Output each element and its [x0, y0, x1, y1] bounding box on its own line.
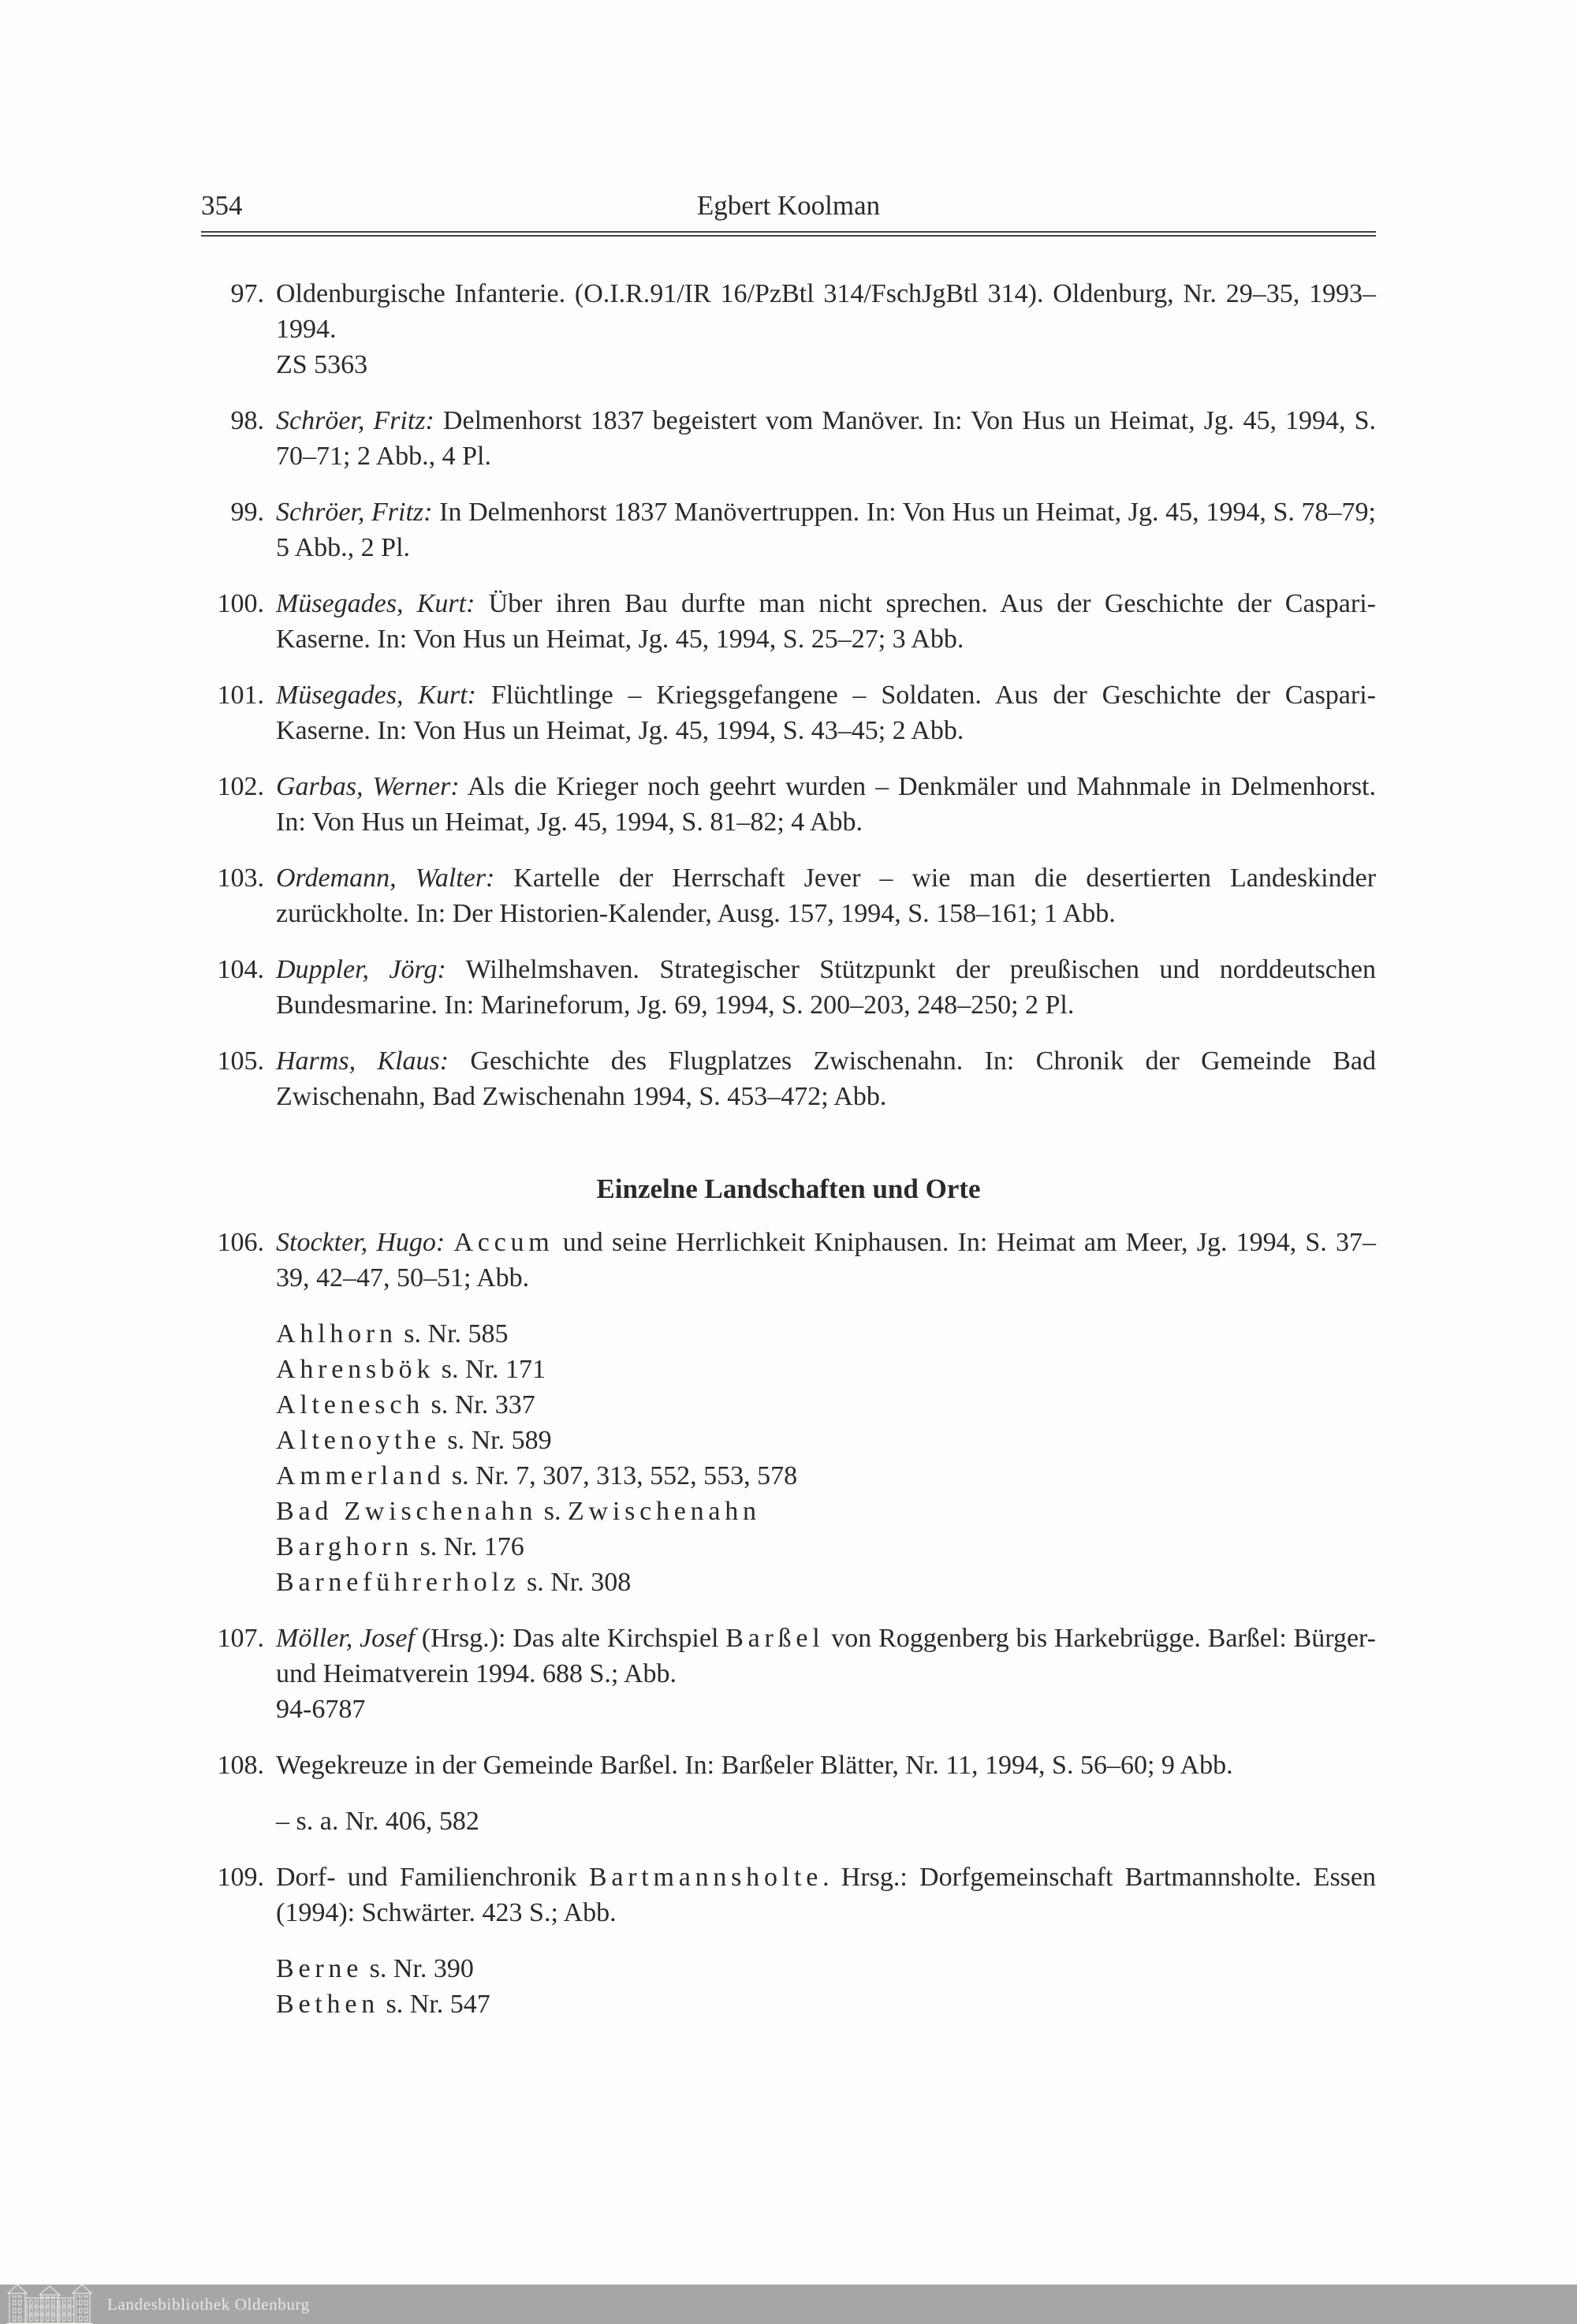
bibliography-entry: [201, 586, 1376, 657]
place-name-spaced: Barghorn: [276, 1532, 414, 1561]
bibliography-entry: [201, 677, 1376, 748]
author-name: Müsegades, Kurt:: [276, 681, 476, 710]
place-name-spaced: Berne: [276, 1954, 363, 1983]
author-name: Schröer, Fritz:: [276, 498, 433, 527]
entry-number: 101.: [217, 681, 264, 710]
text-run: 94-6787: [276, 1695, 366, 1724]
bibliography-entry: [201, 403, 1376, 474]
text-run: ZS 5363: [276, 350, 368, 379]
entry-body: [276, 1860, 1376, 1930]
author-name: Harms, Klaus:: [276, 1046, 449, 1076]
cross-reference-line: [276, 1458, 1376, 1494]
place-name-spaced: Bethen: [276, 1990, 379, 2019]
cross-reference-line: [276, 1316, 1376, 1352]
entry-number: 105.: [217, 1046, 264, 1076]
bibliography-entry: [201, 494, 1376, 565]
page-number: 354: [201, 190, 243, 221]
entry-number: 100.: [217, 589, 264, 618]
entry-number: 98.: [230, 406, 264, 435]
text-run: s. Nr. 7, 307, 313, 552, 553, 578: [445, 1461, 798, 1490]
entry-number: 109.: [217, 1863, 264, 1892]
library-building-icon: [6, 2283, 93, 2324]
cross-reference-line: [276, 1804, 1376, 1839]
bibliography-entry: [201, 1043, 1376, 1114]
author-name: Garbas, Werner:: [276, 772, 460, 801]
bibliography-entry: [201, 860, 1376, 931]
cross-reference-line: [276, 1951, 1376, 1986]
text-run: Wegekreuze in der Gemeinde Barßel. In: Barßeler Blätter, Nr. 11, 1994, S. 56–60; 9 Abb.: [276, 1751, 1233, 1780]
text-run: Wilhelmshaven. Strategischer Stützpunkt der preußischen und norddeutschen Bundesmarine. In: Marineforum, Jg. 69, 1994, S. 200–203, 248–250; 2 Pl.: [276, 955, 1376, 1020]
text-run: und seine Herrlichkeit Kniphausen. In: Heimat am Meer, Jg. 1994, S. 37–39, 42–47, 50–51; Abb.: [276, 1228, 1376, 1293]
text-run: (Hrsg.): Das alte Kirchspiel: [414, 1624, 726, 1653]
bibliography-entry: [201, 276, 1376, 382]
text-run: [445, 1228, 453, 1257]
entry-number: 97.: [230, 279, 264, 308]
cross-reference-list: [276, 1316, 1376, 1600]
place-name-spaced: Accum: [453, 1228, 554, 1257]
entry-body: [276, 494, 1376, 565]
text-run: s. Nr. 589: [440, 1426, 552, 1455]
cross-reference-line: [276, 1986, 1376, 2022]
bibliography-entry: [201, 952, 1376, 1023]
entry-number: 102.: [217, 772, 264, 801]
cross-reference-line: [276, 1352, 1376, 1387]
entry-number: 103.: [217, 864, 264, 893]
entry-body: [276, 952, 1376, 1023]
cross-reference-line: [276, 1387, 1376, 1423]
bibliography-entry: [201, 1748, 1376, 1783]
entry-body: [276, 1621, 1376, 1727]
place-name-spaced: Zwischenahn: [567, 1497, 761, 1526]
place-name-spaced: Barßel: [725, 1624, 825, 1653]
entry-body: [276, 1225, 1376, 1296]
text-run: s. Nr. 585: [397, 1319, 509, 1349]
place-name-spaced: Bartmannsholte: [588, 1863, 823, 1892]
entry-number: 108.: [217, 1751, 264, 1780]
text-run: s. Nr. 308: [520, 1568, 632, 1597]
text-run: Über ihren Bau durfte man nicht sprechen. Aus der Geschichte der Caspari-Kaserne. In: Von Hus un Heimat, Jg. 45, 1994, S. 25–27; 3 Abb.: [276, 589, 1376, 654]
text-run: Als die Krieger noch geehrt wurden – Denkmäler und Mahnmale in Delmenhorst. In: Von Hus un Heimat, Jg. 45, 1994, S. 81–82; 4 Abb.: [276, 772, 1376, 837]
text-run: s. Nr. 171: [434, 1355, 546, 1384]
text-run: Dorf- und Familienchronik: [276, 1863, 589, 1892]
entry-number: 106.: [217, 1228, 264, 1257]
cross-reference-line: [276, 1494, 1376, 1529]
entry-body: [276, 769, 1376, 840]
entry-body: [276, 860, 1376, 931]
text-run: s. Nr. 390: [363, 1954, 474, 1983]
footer-label: Landesbibliothek Oldenburg: [107, 2295, 310, 2314]
place-name-spaced: Altenoythe: [276, 1426, 441, 1455]
place-name-spaced: Altenesch: [276, 1390, 424, 1419]
place-name-spaced: Ahlhorn: [276, 1319, 397, 1349]
entry-body: [276, 403, 1376, 474]
entry-body: [276, 276, 1376, 382]
place-name-spaced: Bad Zwischenahn: [276, 1497, 538, 1526]
text-column: [201, 188, 1376, 2022]
text-run: . Hrsg.: Dorfgemeinschaft Bartmannsholte. Essen (1994): Schwärter. 423 S.; Abb.: [276, 1863, 1376, 1927]
author-name: Schröer, Fritz:: [276, 406, 434, 435]
entry-body: [276, 1043, 1376, 1114]
page-header: [201, 188, 1376, 224]
entry-number: 104.: [217, 955, 264, 984]
author-name: Stockter, Hugo:: [276, 1228, 446, 1257]
entry-body: [276, 586, 1376, 657]
header-rule: [201, 231, 1376, 237]
author-name: Möller, Josef: [276, 1624, 415, 1653]
text-run: – s. a. Nr. 406, 582: [276, 1807, 479, 1836]
cross-reference-list: [276, 1804, 1376, 1839]
entry-number: 99.: [230, 498, 264, 527]
content: [201, 276, 1376, 2022]
text-run: In Delmenhorst 1837 Manövertruppen. In: Von Hus un Heimat, Jg. 45, 1994, S. 78–79; 5 Abb., 2 Pl.: [276, 498, 1376, 562]
text-run: s. Nr. 547: [379, 1990, 490, 2019]
cross-reference-line: [276, 1423, 1376, 1458]
bibliography-entry: [201, 1621, 1376, 1727]
section-heading: Einzelne Landschaften und Orte: [596, 1173, 981, 1204]
author-name: Müsegades, Kurt:: [276, 589, 475, 618]
bibliography-entry: [201, 1225, 1376, 1296]
place-name-spaced: Ahrensbök: [276, 1355, 435, 1384]
bibliography-entry: [201, 769, 1376, 840]
author-name: Ordemann, Walter:: [276, 864, 495, 893]
text-run: Oldenburgische Infanterie. (O.I.R.91/IR 16/PzBtl 314/FschJgBtl 314). Oldenburg, Nr. 29–35, 1993–1994.: [276, 279, 1376, 344]
cross-reference-line: [276, 1529, 1376, 1565]
place-name-spaced: Ammerland: [276, 1461, 446, 1490]
author-name: Duppler, Jörg:: [276, 955, 446, 984]
footer-bar: [0, 2285, 1577, 2324]
text-run: s. Nr. 337: [423, 1390, 535, 1419]
text-run: Flüchtlinge – Kriegsgefangene – Soldaten. Aus der Geschichte der Caspari-Kaserne. In: Von Hus un Heimat, Jg. 45, 1994, S. 43–45; 2 Abb.: [276, 681, 1376, 745]
text-run: Kartelle der Herrschaft Jever – wie man die desertierten Landeskinder zurückholte. In: Der Historien-Kalender, Ausg. 157, 1994, S. 158–161; 1 Abb.: [276, 864, 1377, 928]
cross-reference-line: [276, 1565, 1376, 1600]
text-run: s. Nr. 176: [413, 1532, 524, 1561]
text-run: von Roggenberg bis Harkebrügge. Barßel: Bürger- und Heimatverein 1994. 688 S.; Abb.: [276, 1624, 1376, 1688]
entry-body: [276, 677, 1376, 748]
cross-reference-list: [276, 1951, 1376, 2022]
entry-number: 107.: [217, 1624, 264, 1653]
entry-body: [276, 1748, 1376, 1783]
text-run: Delmenhorst 1837 begeistert vom Manöver. In: Von Hus un Heimat, Jg. 45, 1994, S. 70–71; 2 Abb., 4 Pl.: [276, 406, 1376, 471]
place-name-spaced: Barneführerholz: [276, 1568, 520, 1597]
text-run: s.: [537, 1497, 568, 1526]
bibliography-entry: [201, 1860, 1376, 1930]
text-run: Geschichte des Flugplatzes Zwischenahn. In: Chronik der Gemeinde Bad Zwischenahn, Bad Zwischenahn 1994, S. 453–472; Abb.: [276, 1046, 1376, 1111]
running-head: Egbert Koolman: [696, 190, 881, 221]
